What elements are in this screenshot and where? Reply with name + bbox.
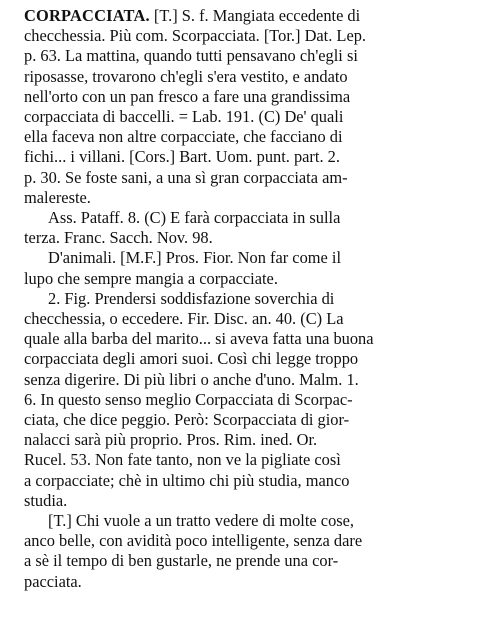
headword: CORPACCIATA. [24, 6, 150, 25]
entry-line: fichi... i villani. [Cors.] Bart. Uom. punt. part. 2. [24, 147, 340, 167]
entry-line: 6. In questo senso meglio Corpacciata di Scorpac- [24, 389, 353, 409]
entry-line: lupo che sempre mangia a corpacciate. [24, 268, 278, 288]
entry-line: p. 63. La mattina, quando tutti pensavano ch'egli si [24, 46, 358, 66]
subsense-ass [24, 208, 468, 248]
entry-line: ciata, che dice peggio. Però: Scorpacciata di gior- [24, 410, 350, 430]
entry-line: checchessia, o eccedere. Fir. Disc. an. 40. (C) La [24, 309, 344, 329]
entry-line: [T.] Chi vuole a un tratto vedere di molte cose, [48, 511, 355, 531]
entry-line: senza digerire. Di più libri o anche d'uno. Malm. 1. [24, 369, 359, 389]
tommaseo-note [24, 511, 468, 592]
entry-line: corpacciata degli amori suoi. Così chi legge troppo [24, 349, 359, 369]
entry-line: anco belle, con avidità poco intelligente, senza dare [24, 531, 363, 551]
entry-line: p. 30. Se foste sani, a una sì gran corpacciata am- [24, 167, 348, 187]
entry-line: Ass. Pataff. 8. (C) E farà corpacciata in sulla [48, 208, 341, 228]
sense-2-figurative [24, 289, 468, 511]
entry-line: nalacci sarà più proprio. Pros. Rim. ined. Or. [24, 430, 318, 450]
entry-corpacciata [24, 6, 468, 208]
entry-line: nell'orto con un pan fresco a fare una grandissima [24, 86, 351, 106]
entry-line: pacciata. [24, 571, 82, 591]
entry-line: studia. [24, 490, 68, 510]
entry-line: corpacciata di baccelli. = Lab. 191. (C) De' quali [24, 107, 344, 127]
entry-line: terza. Franc. Sacch. Nov. 98. [24, 228, 213, 248]
entry-line: CORPACCIATA. [T.] S. f. Mangiata eccedente di [24, 6, 361, 25]
entry-line: quale alla barba del marito... si aveva fatta una buona [24, 329, 374, 349]
entry-line: a corpacciate; chè in ultimo chi più studia, manco [24, 470, 350, 490]
entry-line: Rucel. 53. Non fate tanto, non ve la pigliate così [24, 450, 341, 470]
entry-line: ella faceva non altre corpacciate, che facciano di [24, 127, 343, 147]
entry-line: a sè il tempo di ben gustarle, ne prende una cor- [24, 551, 339, 571]
entry-line: 2. Fig. Prendersi soddisfazione soverchia di [48, 288, 335, 308]
entry-line: D'animali. [M.F.] Pros. Fior. Non far come il [48, 248, 341, 268]
entry-line: riposasse, trovarono ch'egli s'era vestito, e andato [24, 66, 348, 86]
subsense-animali [24, 248, 468, 288]
entry-line: malereste. [24, 187, 91, 207]
entry-line: checchessia. Più com. Scorpacciata. [Tor.] Dat. Lep. [24, 26, 367, 46]
